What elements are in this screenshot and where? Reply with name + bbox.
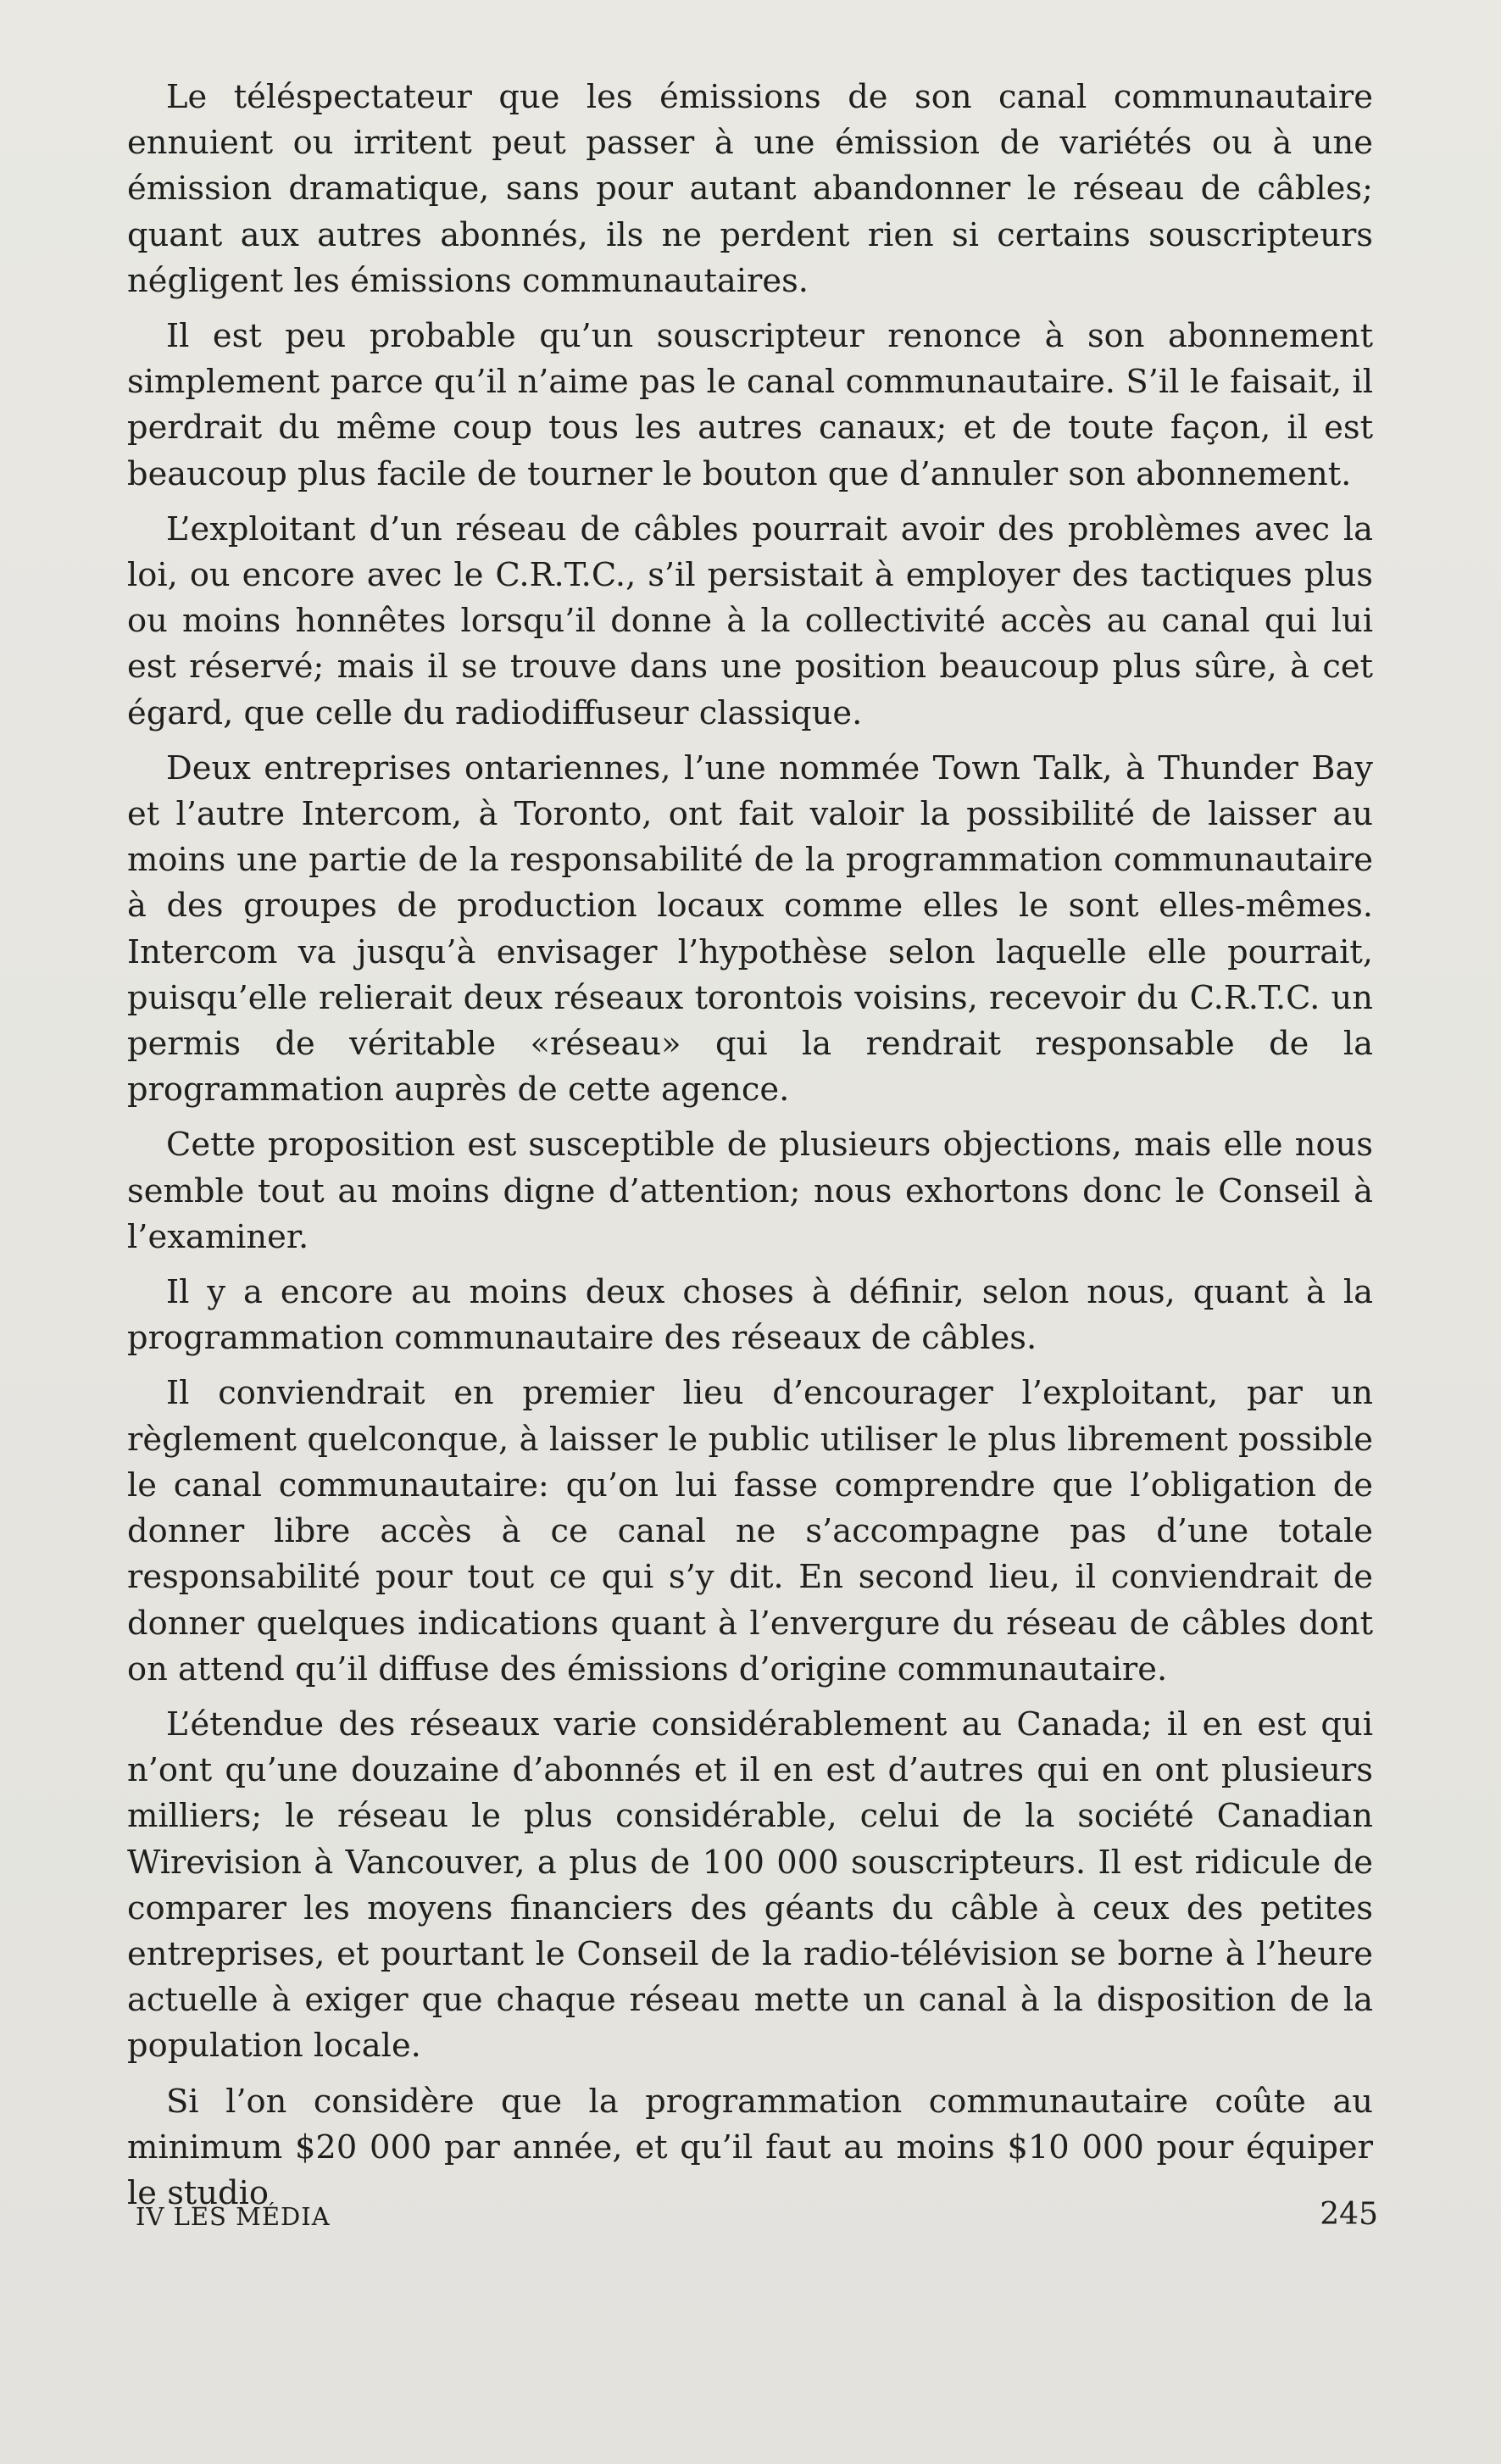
paragraph-3: L’exploitant d’un réseau de câbles pourrait avoir des problèmes avec la loi, ou encore avec le C.R.T.C., s’il persistait à employer des tactiques plus ou moins honnêtes lorsqu’il donne à la collectivité accès au canal qui lui est réservé; mais il se trouve dans une position beaucoup plus sûre, à cet égard, que celle du radiodiffuseur classique.: [127, 509, 1373, 732]
paragraph-5: Cette proposition est susceptible de plusieurs objections, mais elle nous semble tout au moins digne d’attention; nous exhortons donc le Conseil à l’examiner.: [127, 1126, 1373, 1256]
paragraph-9: Si l’on considère que la programmation communautaire coûte au minimum $20 000 par année, et qu’il faut au moins $10 000 pour équiper le studio: [127, 2082, 1373, 2212]
paragraph-1: Le téléspectateur que les émissions de son canal communautaire ennuient ou irritent peut passer à une émission de variétés ou à une émission dramatique, sans pour autant abandonner le réseau de câbles; quant aux autres abonnés, ils ne perdent rien si certains souscripteurs négligent les émissions communautaires.: [127, 78, 1373, 300]
paragraph-6: Il y a encore au moins deux choses à définir, selon nous, quant à la programmation communautaire des réseaux de câbles.: [127, 1273, 1373, 1358]
paragraph-8: L’étendue des réseaux varie considérablement au Canada; il en est qui n’ont qu’une douzaine d’abonnés et il en est d’autres qui en ont plusieurs milliers; le réseau le plus considérable, celui de la société Canadian Wirevision à Vancouver, a plus de 100 000 souscripteurs. Il est ridicule de comparer les moyens financiers des géants du câble à ceux des petites entreprises, et pourtant le Conseil de la radio-télévision se borne à l’heure actuelle à exiger que chaque réseau mette un canal à la disposition de la population locale.: [127, 1705, 1373, 2066]
paragraph-2: Il est peu probable qu’un souscripteur renonce à son abonnement simplement parce qu’il n’aime pas le canal communautaire. S’il le faisait, il perdrait du même coup tous les autres canaux; et de toute façon, il est beaucoup plus facile de tourner le bouton que d’annuler son abonnement.: [127, 317, 1373, 493]
body-text: [127, 75, 1373, 2226]
page-number: 245: [1320, 2197, 1378, 2232]
running-footer-section: IV LES MÉDIA: [136, 2202, 331, 2231]
paragraph-4: Deux entreprises ontariennes, l’une nommée Town Talk, à Thunder Bay et l’autre Intercom, à Toronto, ont fait valoir la possibilité de laisser au moins une partie de la responsabilité de la programmation communautaire à des groupes de production locaux comme elles le sont elles-mêmes. Intercom va jusqu’à envisager l’hypothèse selon laquelle elle pourrait, puisqu’elle relierait deux réseaux torontois voisins, recevoir du C.R.T.C. un permis de véritable «réseau» qui la rendrait responsable de la programmation auprès de cette agence.: [127, 748, 1373, 1110]
paragraph-7: Il conviendrait en premier lieu d’encourager l’exploitant, par un règlement quelconque, à laisser le public utiliser le plus librement possible le canal communautaire: qu’on lui fasse comprendre que l’obligation de donner libre accès à ce canal ne s’accompagne pas d’une totale responsabilité pour tout ce qui s’y dit. En second lieu, il conviendrait de donner quelques indications quant à l’envergure du réseau de câbles dont on attend qu’il diffuse des émissions d’origine communautaire.: [127, 1374, 1373, 1688]
